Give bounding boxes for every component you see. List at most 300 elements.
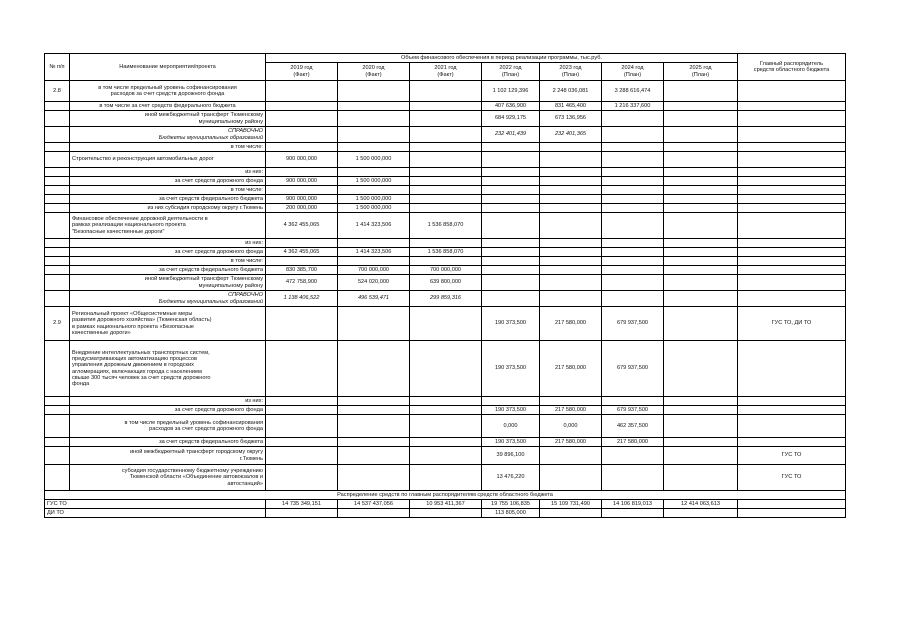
value-cell: [266, 415, 338, 438]
value-cell: 700 000,000: [410, 266, 482, 275]
value-cell: [602, 266, 664, 275]
distribution-label: ГУС ТО: [45, 500, 266, 509]
value-cell: 217 580,000: [540, 406, 602, 415]
value-cell: 700 000,000: [338, 266, 410, 275]
row-label: из них:: [70, 239, 266, 248]
value-cell: [266, 102, 338, 111]
value-cell: 1 500 000,000: [338, 195, 410, 204]
value-cell: 684 929,175: [482, 111, 540, 127]
value-cell: 1 414 323,506: [338, 248, 410, 257]
row-number: [45, 127, 70, 143]
table-row: [45, 195, 846, 204]
value-cell: [540, 186, 602, 195]
row-number: [45, 291, 70, 307]
value-cell: [266, 465, 338, 491]
distribution-value: 14 106 819,013: [602, 500, 664, 509]
header-name: Наименование мероприятия/проекта: [70, 54, 266, 81]
value-cell: [664, 127, 738, 143]
table-row: [45, 127, 846, 143]
value-cell: 830 385,700: [266, 266, 338, 275]
value-cell: [410, 257, 482, 266]
value-cell: [410, 81, 482, 102]
value-cell: [664, 204, 738, 213]
manager-cell: [738, 248, 846, 257]
manager-cell: [738, 168, 846, 177]
value-cell: 673 136,956: [540, 111, 602, 127]
row-number: [45, 447, 70, 465]
value-cell: 407 636,900: [482, 102, 540, 111]
row-label: за счет средств федерального бюджета: [70, 266, 266, 275]
value-cell: 4 362 455,065: [266, 248, 338, 257]
value-cell: 1 500 000,000: [338, 152, 410, 168]
value-cell: [338, 168, 410, 177]
row-label: из них субсидия городскому округу г.Тюмень: [70, 204, 266, 213]
header-year: 2022 год (План): [482, 63, 540, 81]
value-cell: 1 536 858,070: [410, 248, 482, 257]
value-cell: 217 580,000: [602, 438, 664, 447]
header-year: 2023 год (План): [540, 63, 602, 81]
value-cell: [664, 341, 738, 397]
value-cell: [410, 186, 482, 195]
value-cell: 679 937,500: [602, 307, 664, 341]
row-number: [45, 111, 70, 127]
manager-cell: [738, 102, 846, 111]
row-number: [45, 168, 70, 177]
value-cell: [602, 291, 664, 307]
manager-cell: [738, 438, 846, 447]
value-cell: 1 500 000,000: [338, 204, 410, 213]
distribution-label: ДИ ТО: [45, 509, 266, 518]
table-row: [45, 143, 846, 152]
manager-cell: [738, 177, 846, 186]
distribution-value: 14 735 349,151: [266, 500, 338, 509]
value-cell: 831 465,400: [540, 102, 602, 111]
row-number: [45, 257, 70, 266]
value-cell: 299 859,316: [410, 291, 482, 307]
distribution-value: [664, 509, 738, 518]
value-cell: [266, 406, 338, 415]
value-cell: [540, 248, 602, 257]
value-cell: [338, 81, 410, 102]
value-cell: [338, 186, 410, 195]
distribution-value: [338, 509, 410, 518]
value-cell: [410, 204, 482, 213]
value-cell: [482, 204, 540, 213]
value-cell: [540, 143, 602, 152]
row-label: в том числе предельный уровень софинансирования расходов за счет средств дорожного фонда: [70, 81, 266, 102]
value-cell: 39 896,100: [482, 447, 540, 465]
value-cell: [664, 102, 738, 111]
row-label: СПРАВОЧНО Бюджеты муниципальных образований: [70, 291, 266, 307]
value-cell: [602, 213, 664, 239]
manager-cell: [738, 291, 846, 307]
value-cell: [540, 152, 602, 168]
value-cell: [602, 127, 664, 143]
value-cell: 190 373,500: [482, 341, 540, 397]
value-cell: [338, 406, 410, 415]
table-row: [45, 213, 846, 239]
table-row: [45, 248, 846, 257]
manager-cell: [738, 111, 846, 127]
value-cell: [482, 143, 540, 152]
value-cell: [602, 177, 664, 186]
distribution-title: Распределение средств по главным распорядителям средств областного бюджета: [45, 491, 846, 500]
value-cell: [664, 168, 738, 177]
row-label: за счет средств федерального бюджета: [70, 195, 266, 204]
distribution-title-row: [45, 491, 846, 500]
manager-cell: [738, 341, 846, 397]
manager-cell: [738, 500, 846, 509]
value-cell: [338, 257, 410, 266]
value-cell: [482, 168, 540, 177]
header-num: № п/п: [45, 54, 70, 81]
table-row: [45, 438, 846, 447]
row-number: [45, 266, 70, 275]
value-cell: 4 362 455,065: [266, 213, 338, 239]
table-row: [45, 397, 846, 406]
value-cell: [664, 177, 738, 186]
value-cell: [410, 438, 482, 447]
manager-cell: [738, 266, 846, 275]
value-cell: [266, 127, 338, 143]
value-cell: [410, 415, 482, 438]
table-row: [45, 465, 846, 491]
value-cell: 217 580,000: [540, 307, 602, 341]
row-label: Строительство и реконструкция автомобильных дорог: [70, 152, 266, 168]
value-cell: 462 357,500: [602, 415, 664, 438]
value-cell: 1 500 000,000: [338, 177, 410, 186]
manager-cell: [738, 239, 846, 248]
value-cell: 190 373,500: [482, 307, 540, 341]
row-label: Внедрение интеллектуальных транспортных систем, предусматривающих автоматизацию процессов управления дорожным движением в городских агломерациях, включающих города с населением свыше 300 тысяч человек за счет средств дорожного фонда: [70, 341, 266, 397]
value-cell: [482, 186, 540, 195]
row-number: [45, 102, 70, 111]
value-cell: [410, 127, 482, 143]
value-cell: [266, 257, 338, 266]
value-cell: [266, 438, 338, 447]
value-cell: [602, 239, 664, 248]
distribution-value: 19 755 106,835: [482, 500, 540, 509]
value-cell: [664, 275, 738, 291]
value-cell: [664, 406, 738, 415]
row-label: за счет средств федерального бюджета: [70, 438, 266, 447]
budget-table: [44, 53, 846, 518]
distribution-value: 10 953 411,367: [410, 500, 482, 509]
row-number: [45, 438, 70, 447]
value-cell: 217 580,000: [540, 341, 602, 397]
value-cell: [540, 239, 602, 248]
value-cell: [482, 195, 540, 204]
manager-cell: ГУС ТО: [738, 465, 846, 491]
value-cell: [602, 152, 664, 168]
value-cell: [338, 143, 410, 152]
value-cell: [540, 257, 602, 266]
row-label: субсидия государственному бюджетному учреждению Тюменской области «Объединение автовокзалов и автостанций»: [70, 465, 266, 491]
row-number: [45, 213, 70, 239]
table-row: [45, 177, 846, 186]
manager-cell: [738, 152, 846, 168]
value-cell: [338, 397, 410, 406]
value-cell: [338, 415, 410, 438]
row-number: 2.8: [45, 81, 70, 102]
value-cell: [482, 275, 540, 291]
value-cell: 496 539,471: [338, 291, 410, 307]
manager-cell: ГУС ТО: [738, 447, 846, 465]
value-cell: [664, 257, 738, 266]
value-cell: [540, 447, 602, 465]
value-cell: 524 020,000: [338, 275, 410, 291]
header-year: 2024 год (План): [602, 63, 664, 81]
row-label: иной межбюджетный трансферт Тюменскому муниципальному району: [70, 111, 266, 127]
row-number: [45, 275, 70, 291]
value-cell: [266, 81, 338, 102]
manager-cell: [738, 81, 846, 102]
value-cell: [266, 397, 338, 406]
value-cell: [410, 102, 482, 111]
value-cell: 1 414 323,506: [338, 213, 410, 239]
value-cell: [540, 275, 602, 291]
value-cell: [664, 438, 738, 447]
row-number: [45, 239, 70, 248]
header-year: 2025 год (План): [664, 63, 738, 81]
value-cell: [602, 111, 664, 127]
value-cell: [664, 152, 738, 168]
value-cell: [602, 465, 664, 491]
value-cell: [602, 204, 664, 213]
value-cell: 900 000,000: [266, 195, 338, 204]
value-cell: [338, 465, 410, 491]
row-label: в том числе:: [70, 143, 266, 152]
manager-cell: [738, 509, 846, 518]
value-cell: [266, 111, 338, 127]
table-row: [45, 291, 846, 307]
row-label: за счет средств дорожного фонда: [70, 248, 266, 257]
value-cell: 900 000,000: [266, 152, 338, 168]
value-cell: [410, 341, 482, 397]
value-cell: [482, 177, 540, 186]
value-cell: [266, 447, 338, 465]
value-cell: 13 476,220: [482, 465, 540, 491]
row-label: Региональный проект «Общесистемные меры развития дорожного хозяйства» (Тюменская область) в рамках национального проекта «Безопасные качественные дороги»: [70, 307, 266, 341]
row-number: [45, 415, 70, 438]
table-row: [45, 415, 846, 438]
value-cell: [410, 168, 482, 177]
table-row: [45, 406, 846, 415]
value-cell: [338, 102, 410, 111]
value-cell: [410, 406, 482, 415]
value-cell: [410, 143, 482, 152]
value-cell: [410, 307, 482, 341]
value-cell: 217 580,000: [540, 438, 602, 447]
value-cell: [410, 152, 482, 168]
row-label: за счет средств дорожного фонда: [70, 406, 266, 415]
value-cell: [482, 152, 540, 168]
value-cell: 232 401,365: [540, 127, 602, 143]
manager-cell: [738, 143, 846, 152]
table-row: [45, 266, 846, 275]
value-cell: [266, 341, 338, 397]
header-year: 2020 год (Факт): [338, 63, 410, 81]
value-cell: [664, 291, 738, 307]
row-label: Финансовое обеспечение дорожной деятельности в рамках реализации национального проекта "Безопасные качественные дороги": [70, 213, 266, 239]
value-cell: [664, 239, 738, 248]
row-label: за счет средств дорожного фонда: [70, 177, 266, 186]
value-cell: [338, 111, 410, 127]
value-cell: [664, 415, 738, 438]
value-cell: [664, 111, 738, 127]
value-cell: [410, 447, 482, 465]
value-cell: [410, 397, 482, 406]
row-label: в том числе предельный уровень софинансирования расходов за счет средств дорожного фонда: [70, 415, 266, 438]
value-cell: [338, 447, 410, 465]
distribution-value: [540, 509, 602, 518]
value-cell: [602, 186, 664, 195]
row-number: [45, 248, 70, 257]
value-cell: [664, 266, 738, 275]
value-cell: [664, 307, 738, 341]
value-cell: 0,000: [482, 415, 540, 438]
row-label: СПРАВОЧНО Бюджеты муниципальных образований: [70, 127, 266, 143]
value-cell: [338, 438, 410, 447]
value-cell: 639 800,000: [410, 275, 482, 291]
table-row: [45, 307, 846, 341]
value-cell: [266, 307, 338, 341]
header-manager: Главный распорядитель средств областного бюджета: [738, 54, 846, 81]
row-number: [45, 143, 70, 152]
value-cell: [540, 291, 602, 307]
value-cell: 472 758,900: [266, 275, 338, 291]
value-cell: [540, 177, 602, 186]
value-cell: 3 288 616,474: [602, 81, 664, 102]
manager-cell: [738, 195, 846, 204]
value-cell: 190 373,500: [482, 406, 540, 415]
manager-cell: [738, 415, 846, 438]
manager-cell: [738, 186, 846, 195]
value-cell: 232 401,439: [482, 127, 540, 143]
row-number: [45, 465, 70, 491]
distribution-value: 14 537 437,056: [338, 500, 410, 509]
value-cell: [602, 397, 664, 406]
row-number: 2.9: [45, 307, 70, 341]
manager-cell: [738, 406, 846, 415]
value-cell: 679 937,500: [602, 341, 664, 397]
value-cell: [540, 195, 602, 204]
row-number: [45, 152, 70, 168]
value-cell: 1 216 337,600: [602, 102, 664, 111]
table-row: [45, 81, 846, 102]
value-cell: [540, 213, 602, 239]
table-row: [45, 152, 846, 168]
value-cell: [602, 275, 664, 291]
value-cell: [482, 239, 540, 248]
value-cell: 190 373,500: [482, 438, 540, 447]
value-cell: [410, 239, 482, 248]
value-cell: 1 138 406,522: [266, 291, 338, 307]
value-cell: [602, 195, 664, 204]
value-cell: 2 248 036,081: [540, 81, 602, 102]
value-cell: [602, 248, 664, 257]
row-number: [45, 204, 70, 213]
value-cell: [664, 397, 738, 406]
value-cell: [410, 465, 482, 491]
value-cell: [540, 266, 602, 275]
value-cell: [338, 307, 410, 341]
value-cell: 0,000: [540, 415, 602, 438]
row-label: иной межбюджетный трансферт городскому округу г.Тюмень: [70, 447, 266, 465]
value-cell: [540, 465, 602, 491]
distribution-value: [602, 509, 664, 518]
value-cell: [664, 465, 738, 491]
table-row: [45, 341, 846, 397]
row-label: из них:: [70, 168, 266, 177]
row-label: иной межбюджетный трансферт Тюменскому муниципальному району: [70, 275, 266, 291]
manager-cell: [738, 127, 846, 143]
value-cell: [482, 213, 540, 239]
value-cell: [266, 168, 338, 177]
value-cell: [664, 248, 738, 257]
manager-cell: [738, 213, 846, 239]
value-cell: [410, 111, 482, 127]
value-cell: [482, 397, 540, 406]
value-cell: [602, 257, 664, 266]
table-row: [45, 275, 846, 291]
value-cell: [540, 397, 602, 406]
budget-sheet: [44, 53, 845, 518]
row-number: [45, 195, 70, 204]
table-row: [45, 257, 846, 266]
header-year: 2019 год (Факт): [266, 63, 338, 81]
value-cell: [540, 168, 602, 177]
value-cell: [482, 291, 540, 307]
manager-cell: [738, 397, 846, 406]
value-cell: [482, 248, 540, 257]
row-label: в том числе:: [70, 257, 266, 266]
row-label: в том числе за счет средств федерального бюджета: [70, 102, 266, 111]
distribution-value: 113 805,000: [482, 509, 540, 518]
value-cell: [664, 81, 738, 102]
value-cell: [266, 143, 338, 152]
value-cell: [664, 186, 738, 195]
manager-cell: [738, 204, 846, 213]
header-finance: Объем финансового обеспечения в период реализации программы, тыс.руб.: [266, 54, 738, 63]
value-cell: 900 000,000: [266, 177, 338, 186]
distribution-value: [266, 509, 338, 518]
value-cell: 200 000,000: [266, 204, 338, 213]
table-row: [45, 102, 846, 111]
manager-cell: [738, 257, 846, 266]
table-row: [45, 204, 846, 213]
value-cell: [664, 213, 738, 239]
value-cell: [602, 168, 664, 177]
row-label: из них:: [70, 397, 266, 406]
table-row: [45, 186, 846, 195]
row-number: [45, 186, 70, 195]
value-cell: [664, 143, 738, 152]
distribution-value: 12 414 063,613: [664, 500, 738, 509]
value-cell: [664, 195, 738, 204]
value-cell: [338, 127, 410, 143]
row-number: [45, 177, 70, 186]
table-row: [45, 111, 846, 127]
table-row: [45, 239, 846, 248]
value-cell: [266, 186, 338, 195]
value-cell: [482, 266, 540, 275]
distribution-row: [45, 509, 846, 518]
table-row: [45, 168, 846, 177]
value-cell: [338, 341, 410, 397]
value-cell: [602, 447, 664, 465]
manager-cell: ГУС ТО, ДИ ТО: [738, 307, 846, 341]
